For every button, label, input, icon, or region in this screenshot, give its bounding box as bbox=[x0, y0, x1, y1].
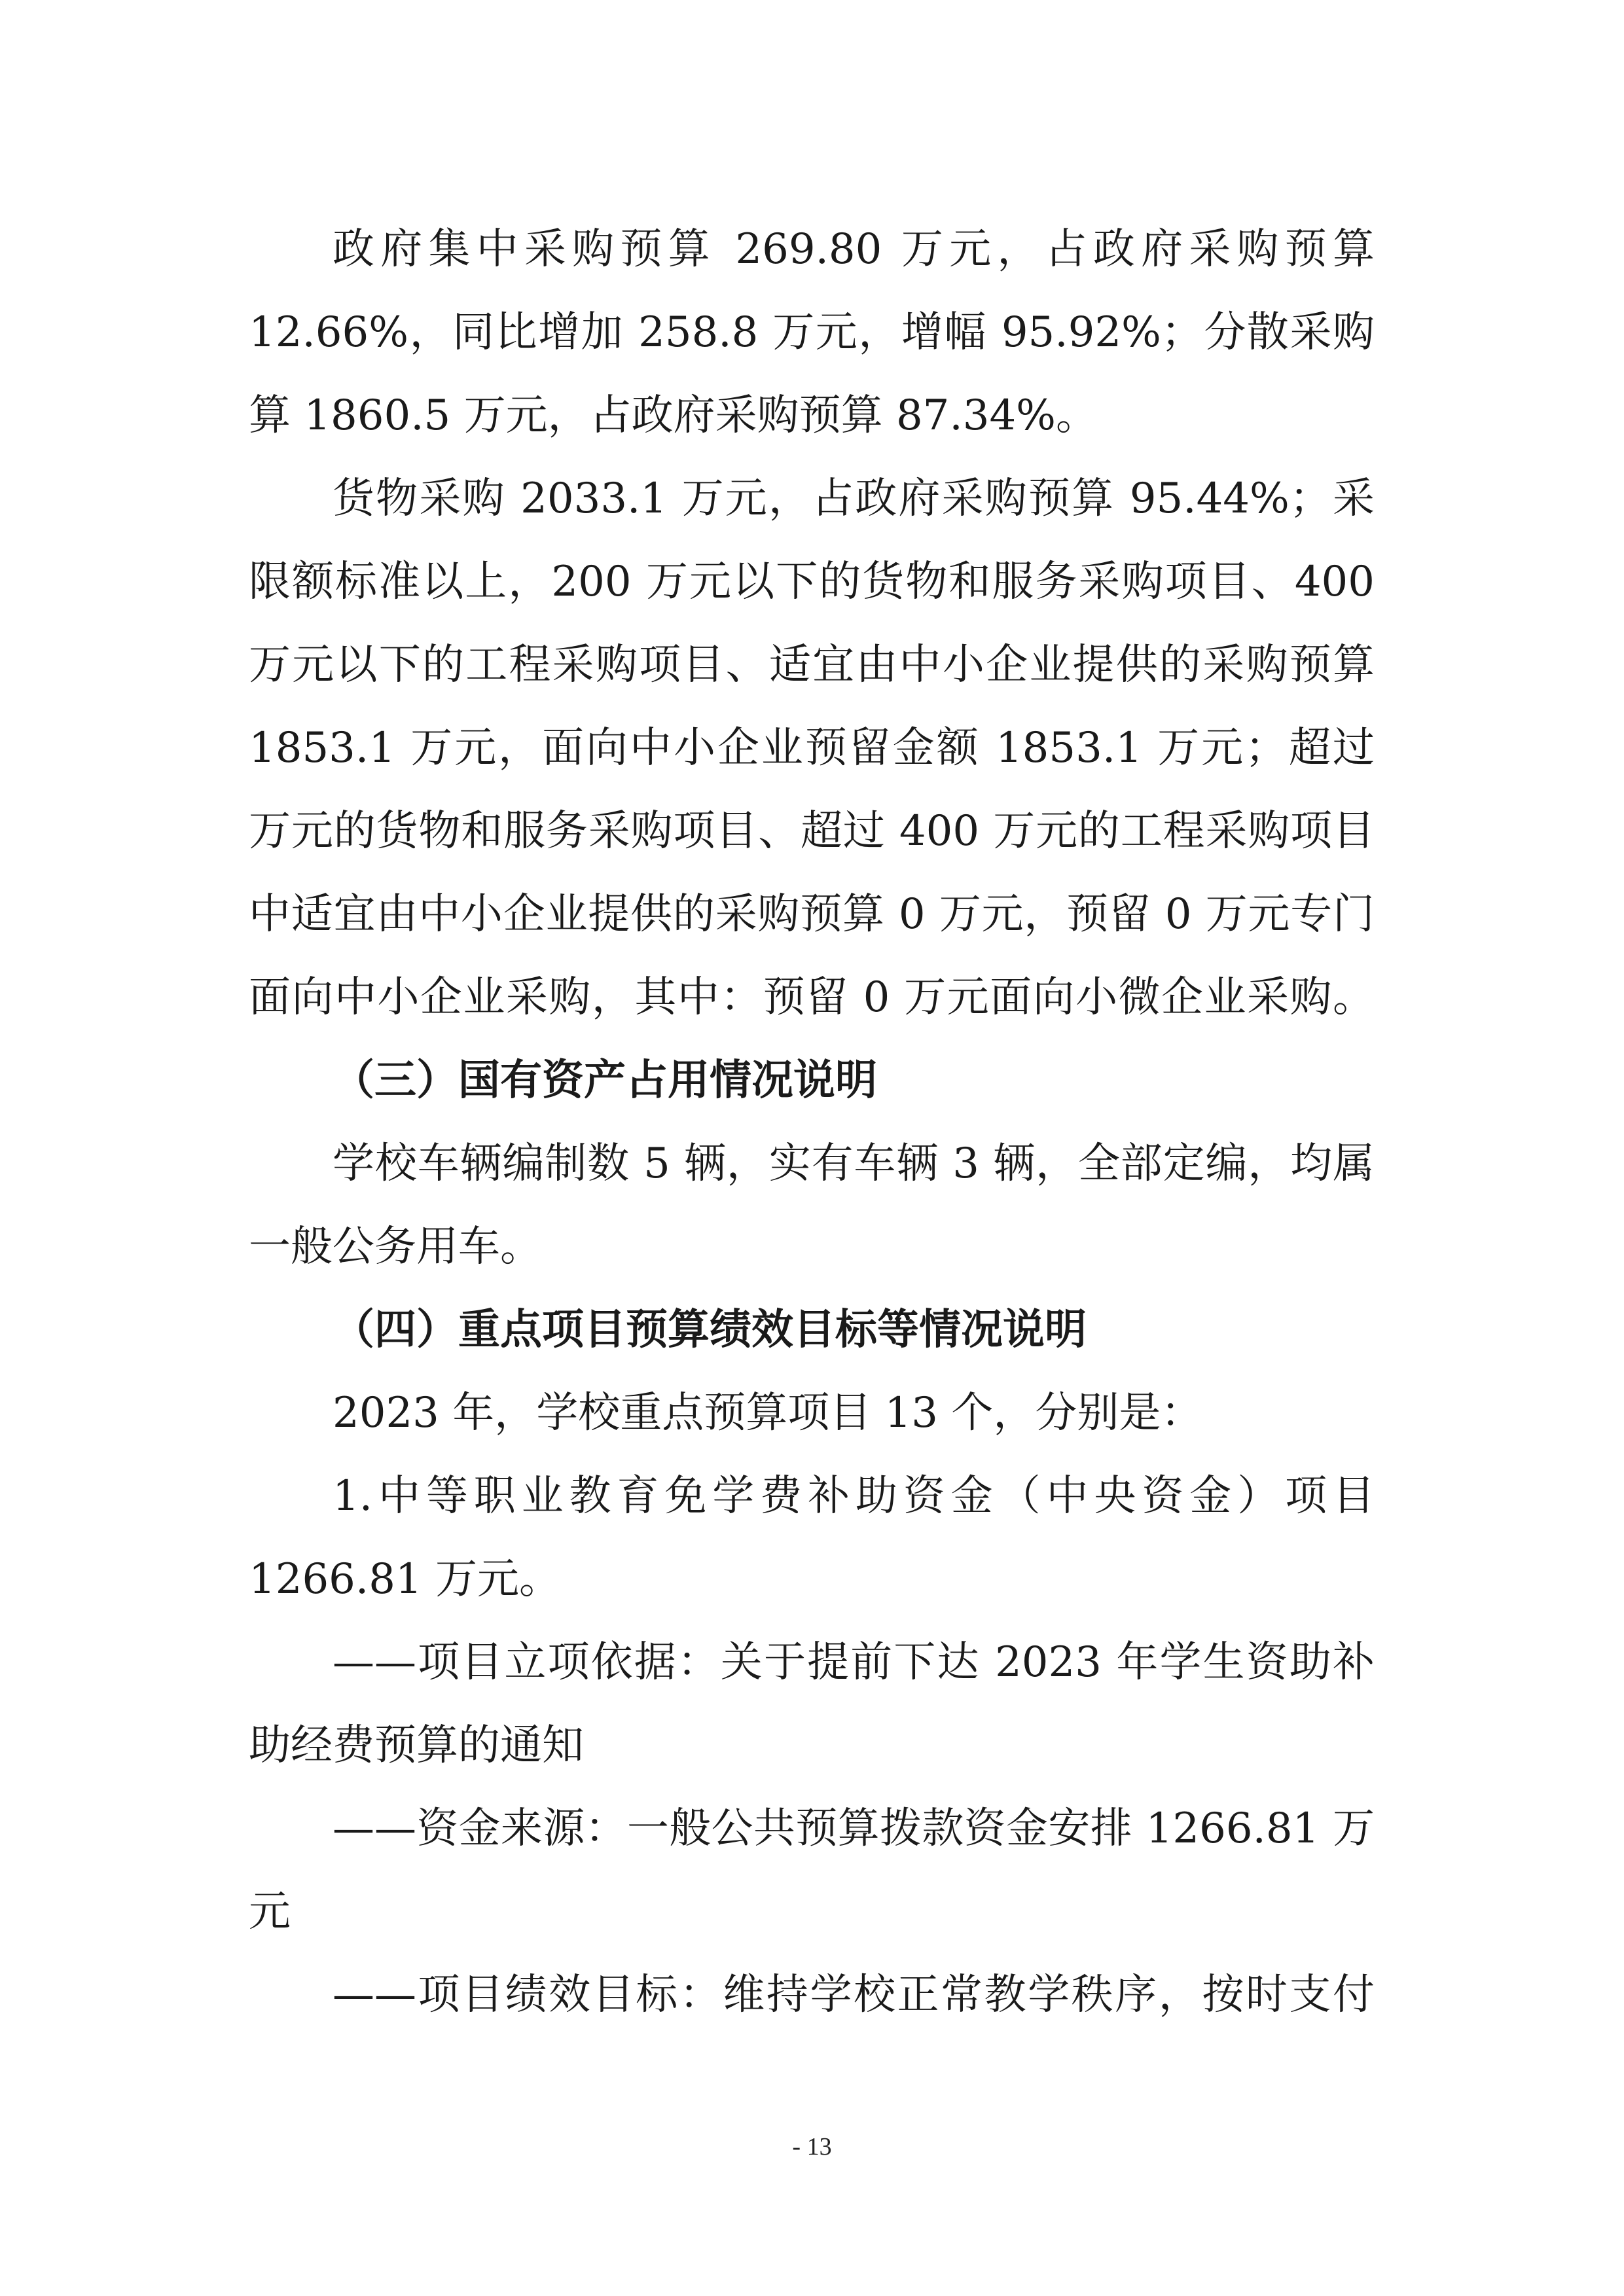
paragraph-line: 12.66%，同比增加 258.8 万元，增幅 95.92%；分散采购 bbox=[249, 308, 1375, 357]
document-body bbox=[249, 208, 1375, 2037]
paragraph-line: 一般公务用车。 bbox=[249, 1223, 542, 1271]
paragraph-line: 1853.1 万元，面向中小企业预留金额 1853.1 万元；超过 bbox=[249, 724, 1375, 772]
paragraph-line: 学校车辆编制数 5 辆，实有车辆 3 辆，全部定编，均属 bbox=[333, 1139, 1375, 1188]
paragraph-line: 2023 年，学校重点预算项目 13 个，分别是： bbox=[333, 1389, 1203, 1437]
section-heading-key-projects: （四）重点项目预算绩效目标等情况说明 bbox=[333, 1306, 1087, 1354]
paragraph-line: 算 1860.5 万元，占政府采购预算 87.34%。 bbox=[249, 391, 1098, 440]
paragraph-line: 元 bbox=[249, 1888, 291, 1936]
section-heading-assets: （三）国有资产占用情况说明 bbox=[333, 1056, 877, 1105]
paragraph-line: 1.中等职业教育免学费补助资金（中央资金）项目 bbox=[333, 1472, 1375, 1520]
paragraph-line: 政府集中采购预算 269.80 万元，占政府采购预算 bbox=[333, 225, 1375, 274]
paragraph-line: ——资金来源：一般公共预算拨款资金安排 1266.81 万 bbox=[333, 1804, 1375, 1853]
paragraph-line: 1266.81 万元。 bbox=[249, 1555, 561, 1604]
paragraph-line: 助经费预算的通知 bbox=[249, 1721, 584, 1770]
paragraph-line: ——项目绩效目标：维持学校正常教学秩序，按时支付 bbox=[333, 1971, 1375, 2019]
page-number: - 13 bbox=[792, 2133, 832, 2161]
paragraph-line: 万元以下的工程采购项目、适宜由中小企业提供的采购预算 bbox=[249, 641, 1375, 689]
paragraph-line: 中适宜由中小企业提供的采购预算 0 万元，预留 0 万元专门 bbox=[249, 890, 1375, 939]
paragraph-line: 货物采购 2033.1 万元，占政府采购预算 95.44%；采 bbox=[333, 475, 1375, 523]
paragraph-line: 限额标准以上，200 万元以下的货物和服务采购项目、400 bbox=[249, 558, 1375, 606]
paragraph-line: 万元的货物和服务采购项目、超过 400 万元的工程采购项目 bbox=[249, 807, 1375, 855]
paragraph-line: 面向中小企业采购，其中：预留 0 万元面向小微企业采购。 bbox=[249, 973, 1375, 1022]
paragraph-line: ——项目立项依据：关于提前下达 2023 年学生资助补 bbox=[333, 1638, 1375, 1687]
